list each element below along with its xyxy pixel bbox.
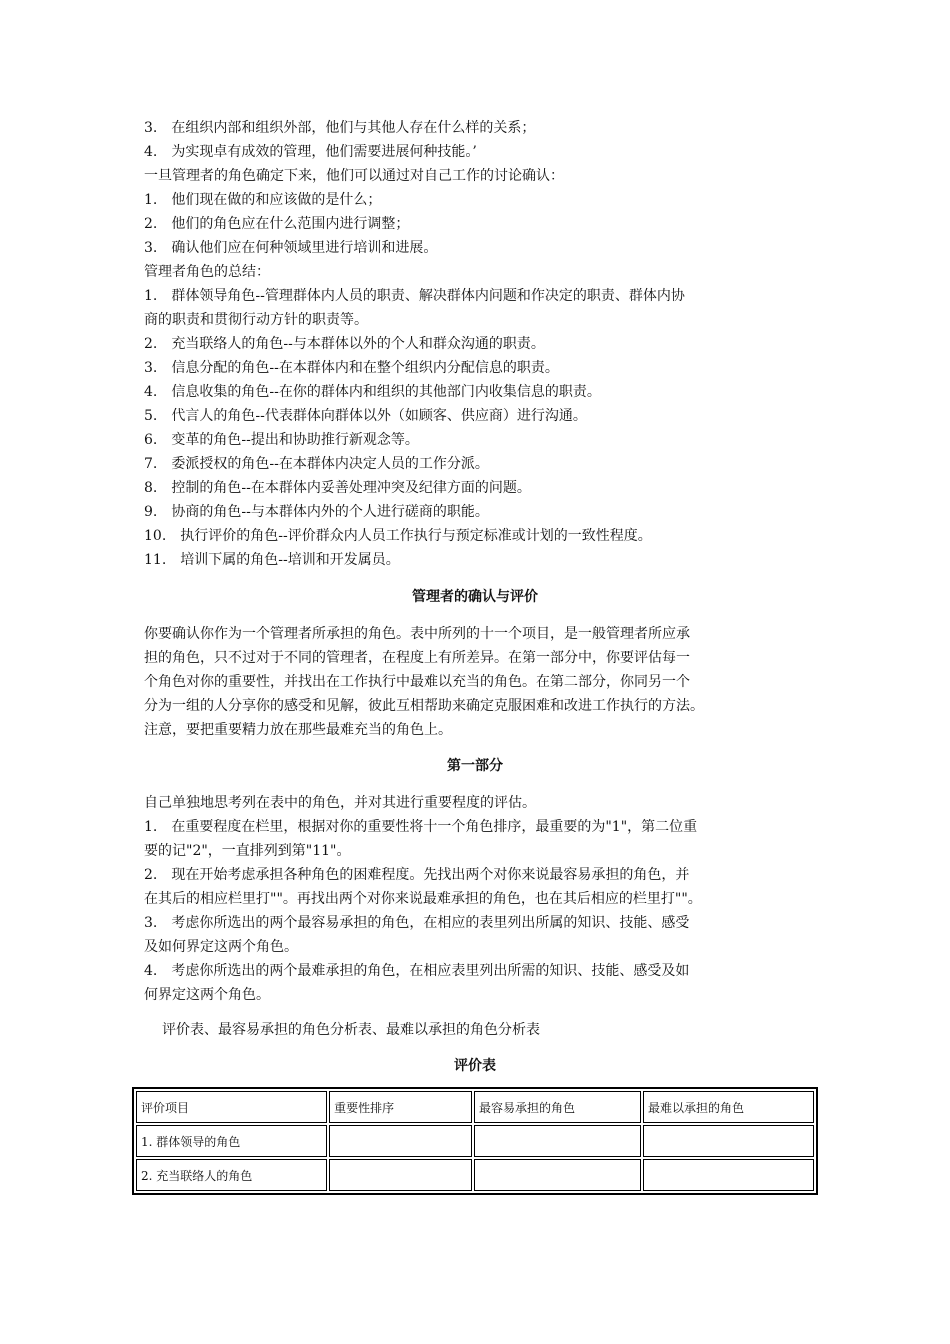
paragraph-line: 要的记"2"，一直排列到第"11"。	[144, 843, 351, 859]
table-cell: 1. 群体领导的角色	[136, 1125, 327, 1157]
intro-line: 3. 在组织内部和组织外部，他们与其他人存在什么样的关系；	[144, 120, 536, 136]
intro-line: 3. 信息分配的角色--在本群体内和在整个组织内分配信息的职责。	[144, 360, 559, 376]
paragraph-line: 分为一组的人分享你的感受和见解，彼此互相帮助来确定克服困难和改进工作执行的方法。	[144, 698, 704, 714]
intro-line: 3. 确认他们应在何种领域里进行培训和进展。	[144, 240, 438, 256]
paragraph-line: 你要确认你作为一个管理者所承担的角色。表中所列的十一个项目，是一般管理者所应承	[144, 626, 690, 642]
intro-line: 10. 执行评价的角色--评价群众内人员工作执行与预定标准或计划的一致性程度。	[144, 528, 652, 544]
table-cell[interactable]	[474, 1125, 641, 1157]
section-title: 管理者的确认与评价	[412, 589, 538, 605]
table-cell[interactable]	[474, 1159, 641, 1191]
paragraph-line: 个角色对你的重要性，并找出在工作执行中最难以充当的角色。在第二部分，你同另一个	[144, 674, 690, 690]
intro-line: 7. 委派授权的角色--在本群体内决定人员的工作分派。	[144, 456, 489, 472]
intro-line: 1. 群体领导角色--管理群体内人员的职责、解决群体内问题和作决定的职责、群体内协	[144, 288, 685, 304]
intro-line: 1. 他们现在做的和应该做的是什么；	[144, 192, 382, 208]
table-row	[136, 1125, 814, 1157]
table-title: 评价表	[454, 1058, 496, 1074]
table-header-cell: 最容易承担的角色	[474, 1091, 641, 1123]
section-title: 第一部分	[447, 758, 503, 774]
paragraph-line: 注意，要把重要精力放在那些最难充当的角色上。	[144, 722, 452, 738]
paragraph-line: 担的角色，只不过对于不同的管理者，在程度上有所差异。在第一部分中，你要评估每一	[144, 650, 690, 666]
table-header-row	[136, 1091, 814, 1123]
intro-line: 4. 信息收集的角色--在你的群体内和组织的其他部门内收集信息的职责。	[144, 384, 601, 400]
paragraph-line: 自己单独地思考列在表中的角色，并对其进行重要程度的评估。	[144, 795, 536, 811]
intro-line: 一旦管理者的角色确定下来，他们可以通过对自己工作的讨论确认：	[144, 168, 564, 184]
table-header-cell: 最难以承担的角色	[643, 1091, 814, 1123]
paragraph-line: 在其后的相应栏里打""。再找出两个对你来说最难承担的角色，也在其后相应的栏里打""。	[144, 891, 702, 907]
paragraph-line: 1. 在重要程度在栏里，根据对你的重要性将十一个角色排序，最重要的为"1"，第二位重	[144, 819, 698, 835]
table-cell[interactable]	[329, 1159, 472, 1191]
table-cell[interactable]	[329, 1125, 472, 1157]
table-header-cell: 重要性排序	[329, 1091, 472, 1123]
table-header-cell: 评价项目	[136, 1091, 327, 1123]
paragraph-line: 3. 考虑你所选出的两个最容易承担的角色，在相应的表里列出所属的知识、技能、感受	[144, 915, 690, 931]
table-cell[interactable]	[643, 1159, 814, 1191]
intro-line: 8. 控制的角色--在本群体内妥善处理冲突及纪律方面的问题。	[144, 480, 531, 496]
intro-line: 9. 协商的角色--与本群体内外的个人进行磋商的职能。	[144, 504, 489, 520]
intro-line: 4. 为实现卓有成效的管理，他们需要进展何种技能。’	[144, 144, 477, 160]
intro-line: 商的职责和贯彻行动方针的职责等。	[144, 312, 368, 328]
intro-line: 5. 代言人的角色--代表群体向群体以外（如顾客、供应商）进行沟通。	[144, 408, 587, 424]
intro-line: 管理者角色的总结：	[144, 264, 270, 280]
table-cell: 2. 充当联络人的角色	[136, 1159, 327, 1191]
intro-line: 2. 充当联络人的角色--与本群体以外的个人和群众沟通的职责。	[144, 336, 545, 352]
intro-line: 2. 他们的角色应在什么范围内进行调整；	[144, 216, 410, 232]
paragraph-line: 何界定这两个角色。	[144, 987, 270, 1003]
paragraph-line: 4. 考虑你所选出的两个最难承担的角色，在相应表里列出所需的知识、技能、感受及如	[144, 963, 690, 979]
evaluation-table	[132, 1087, 818, 1195]
intro-line: 6. 变革的角色--提出和协助推行新观念等。	[144, 432, 419, 448]
paragraph-line: 及如何界定这两个角色。	[144, 939, 298, 955]
tables-note: 评价表、最容易承担的角色分析表、最难以承担的角色分析表	[162, 1022, 540, 1038]
table-cell[interactable]	[643, 1125, 814, 1157]
paragraph-line: 2. 现在开始考虑承担各种角色的困难程度。先找出两个对你来说最容易承担的角色，并	[144, 867, 690, 883]
intro-line: 11. 培训下属的角色--培训和开发属员。	[144, 552, 400, 568]
table-row	[136, 1159, 814, 1191]
